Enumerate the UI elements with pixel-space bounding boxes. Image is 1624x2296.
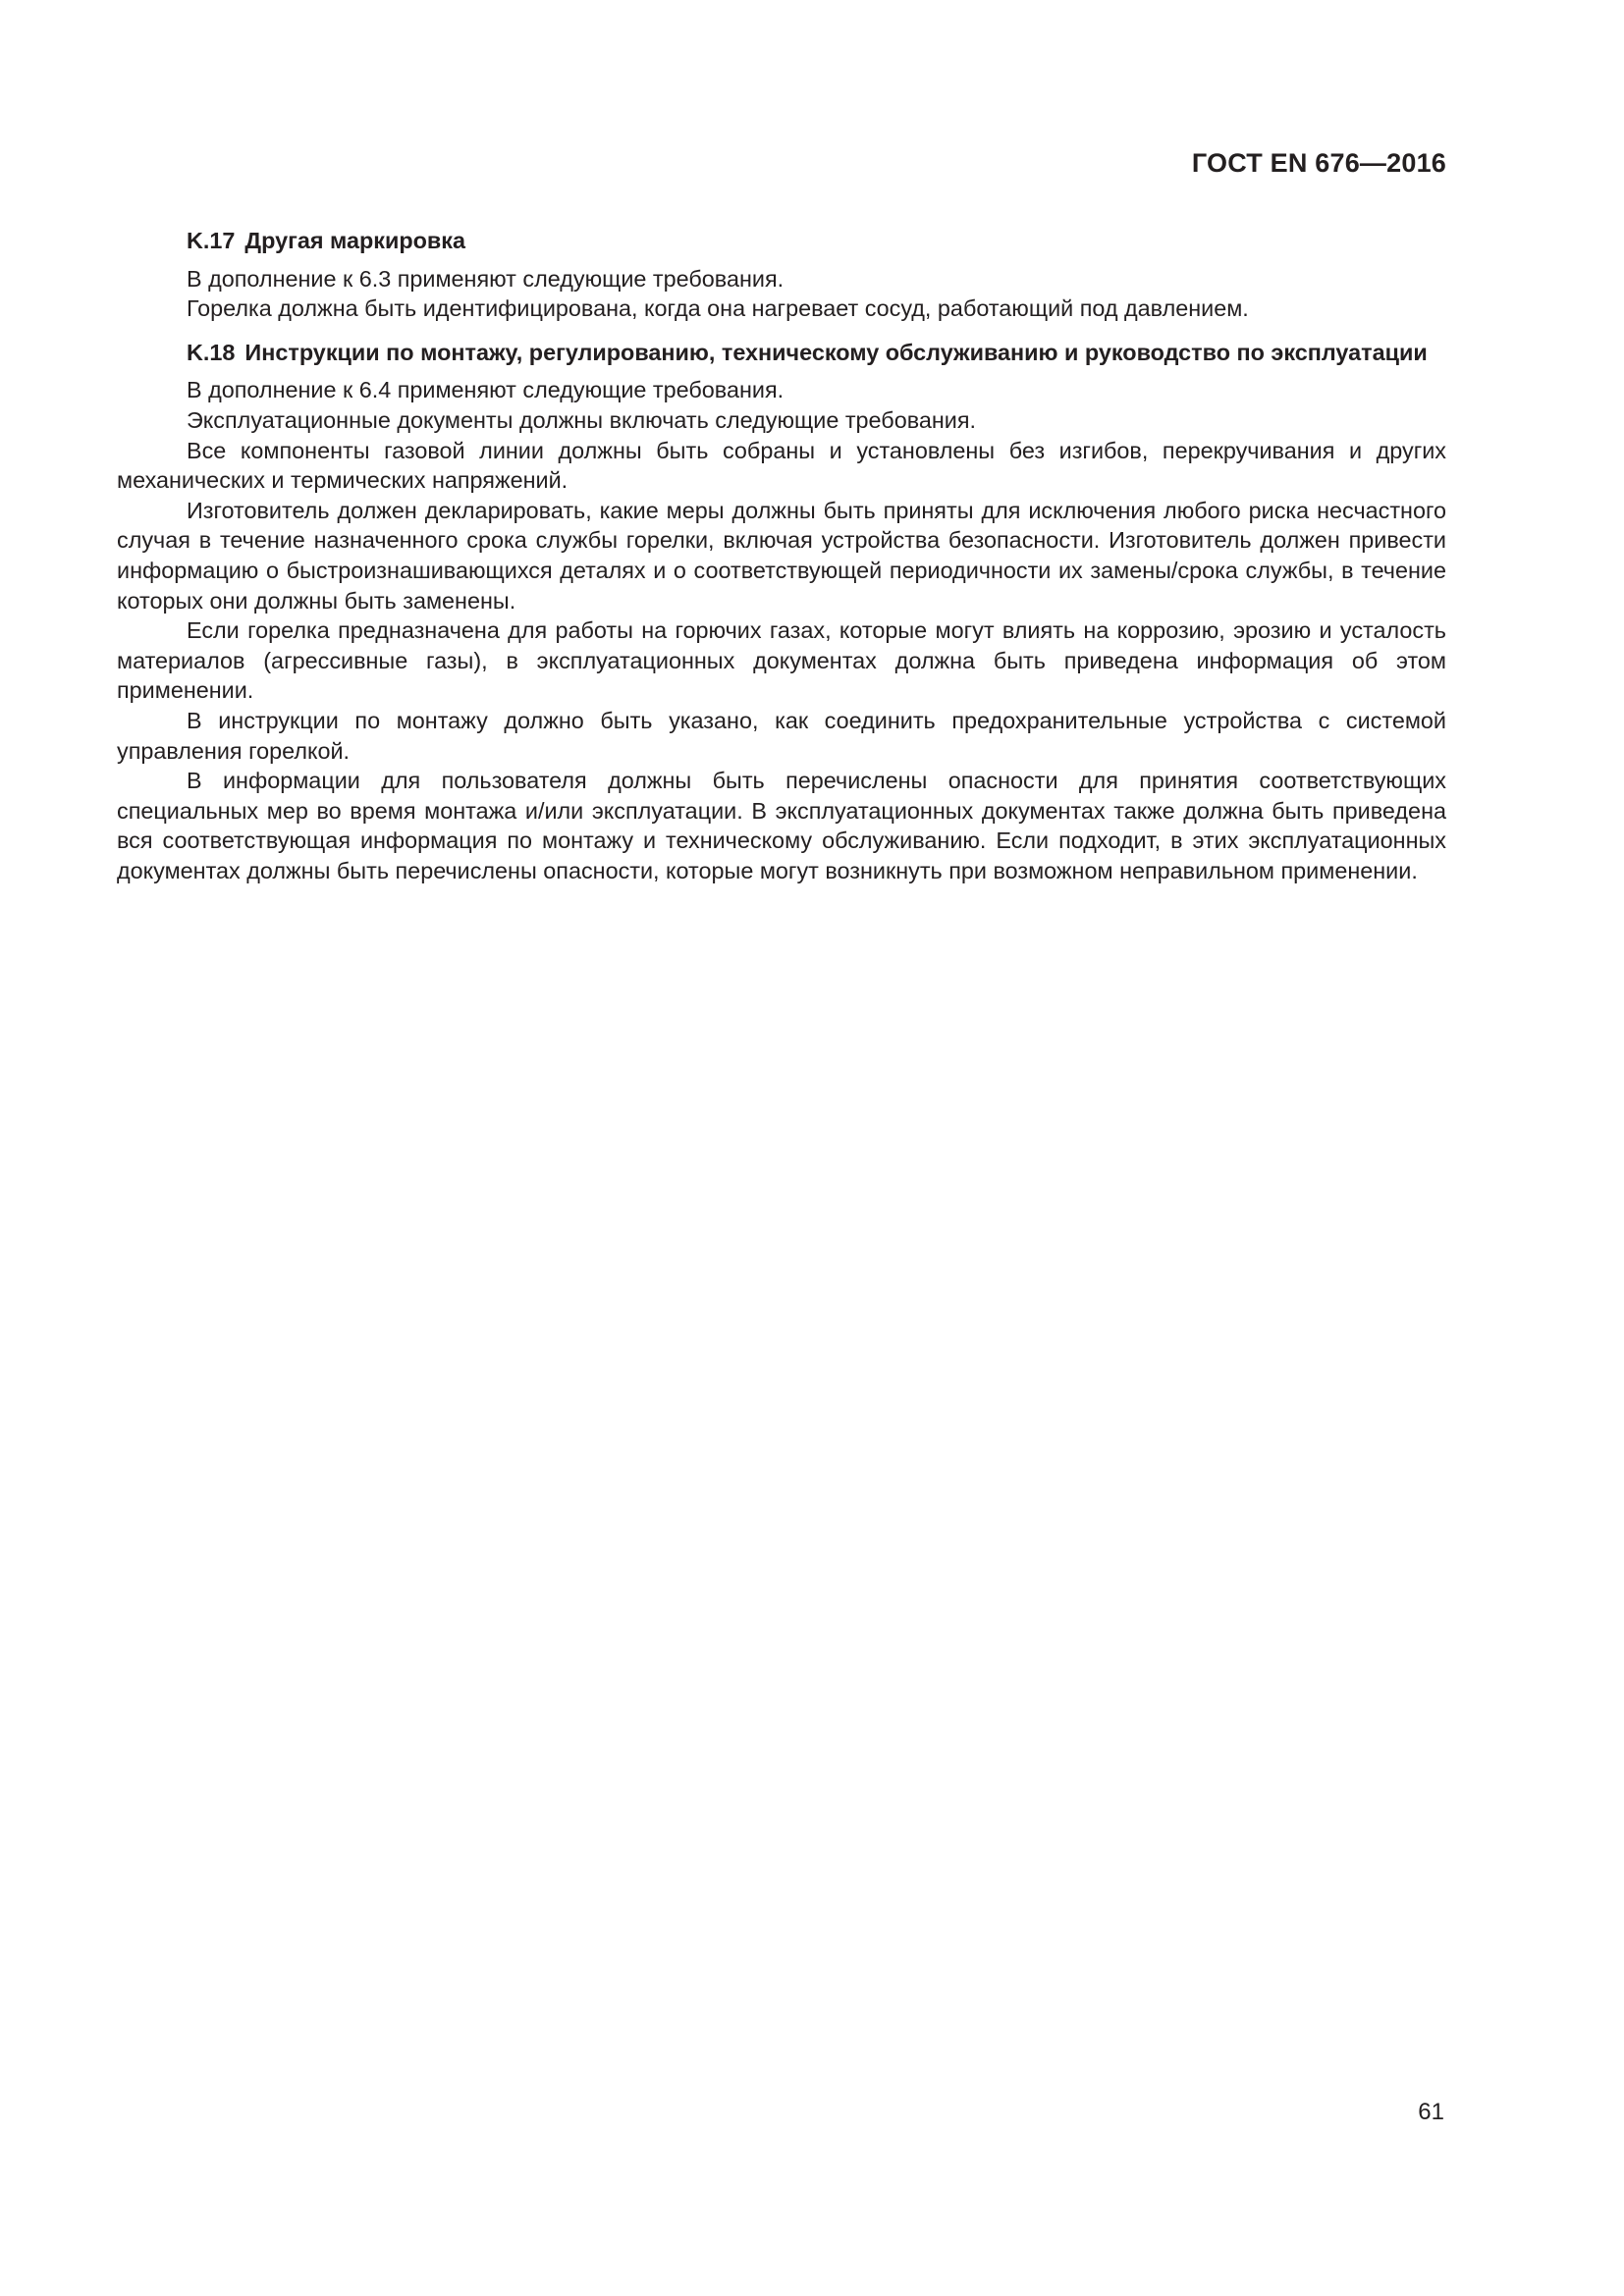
paragraph: Если горелка предназначена для работы на горючих газах, которые могут влиять на коррозию, эрозию и усталость материалов (агрессивные газы), в эксплуатационных документах должна быть приведена информация об этом применении. [117, 617, 1446, 704]
section-heading-k17 [117, 226, 1446, 256]
paragraph: Все компоненты газовой линии должны быть собраны и установлены без изгибов, перекручивания и других механических и термических напряжений. [117, 437, 1446, 494]
section-heading-k18 [117, 338, 1446, 368]
paragraph: В информации для пользователя должны быть перечислены опасности для принятия соответствующих специальных мер во время монтажа и/или эксплуатации. В эксплуатационных документах также должна быть приведена вся соответствующая информация по монтажу и техническому обслуживанию. Если подходит, в этих эксплуатационных документах должны быть перечислены опасности, которые могут возникнуть при возможном неправильном применении. [117, 768, 1446, 883]
section-number: K.18 [187, 339, 236, 365]
standard-code: ГОСТ EN 676—2016 [1191, 148, 1446, 178]
paragraph: В инструкции по монтажу должно быть указано, как соединить предохранительные устройства с системой управления горелкой. [117, 707, 1446, 764]
paragraph: В дополнение к 6.3 применяют следующие требования. [187, 265, 785, 292]
section-title: Инструкции по монтажу, регулированию, техническому обслуживанию и руководство по эксплуатации [244, 339, 1428, 365]
document-body [117, 226, 1446, 885]
paragraph: В дополнение к 6.4 применяют следующие требования. [187, 377, 785, 403]
paragraph: Горелка должна быть идентифицирована, когда она нагревает сосуд, работающий под давлением. [187, 295, 1249, 322]
paragraph: Изготовитель должен декларировать, какие меры должны быть приняты для исключения любого риска несчастного случая в течение назначенного срока службы горелки, включая устройства безопасности. Изготовитель должен привести информацию о быстроизнашивающихся деталях и о соответствующей периодичности их замены/срока службы, в течение которых они должны быть заменены. [117, 497, 1446, 614]
section-number: K.17 [187, 228, 236, 253]
paragraph: Эксплуатационные документы должны включать следующие требования. [187, 406, 977, 433]
page-number: 61 [1418, 2099, 1444, 2125]
section-title: Другая маркировка [244, 228, 466, 253]
